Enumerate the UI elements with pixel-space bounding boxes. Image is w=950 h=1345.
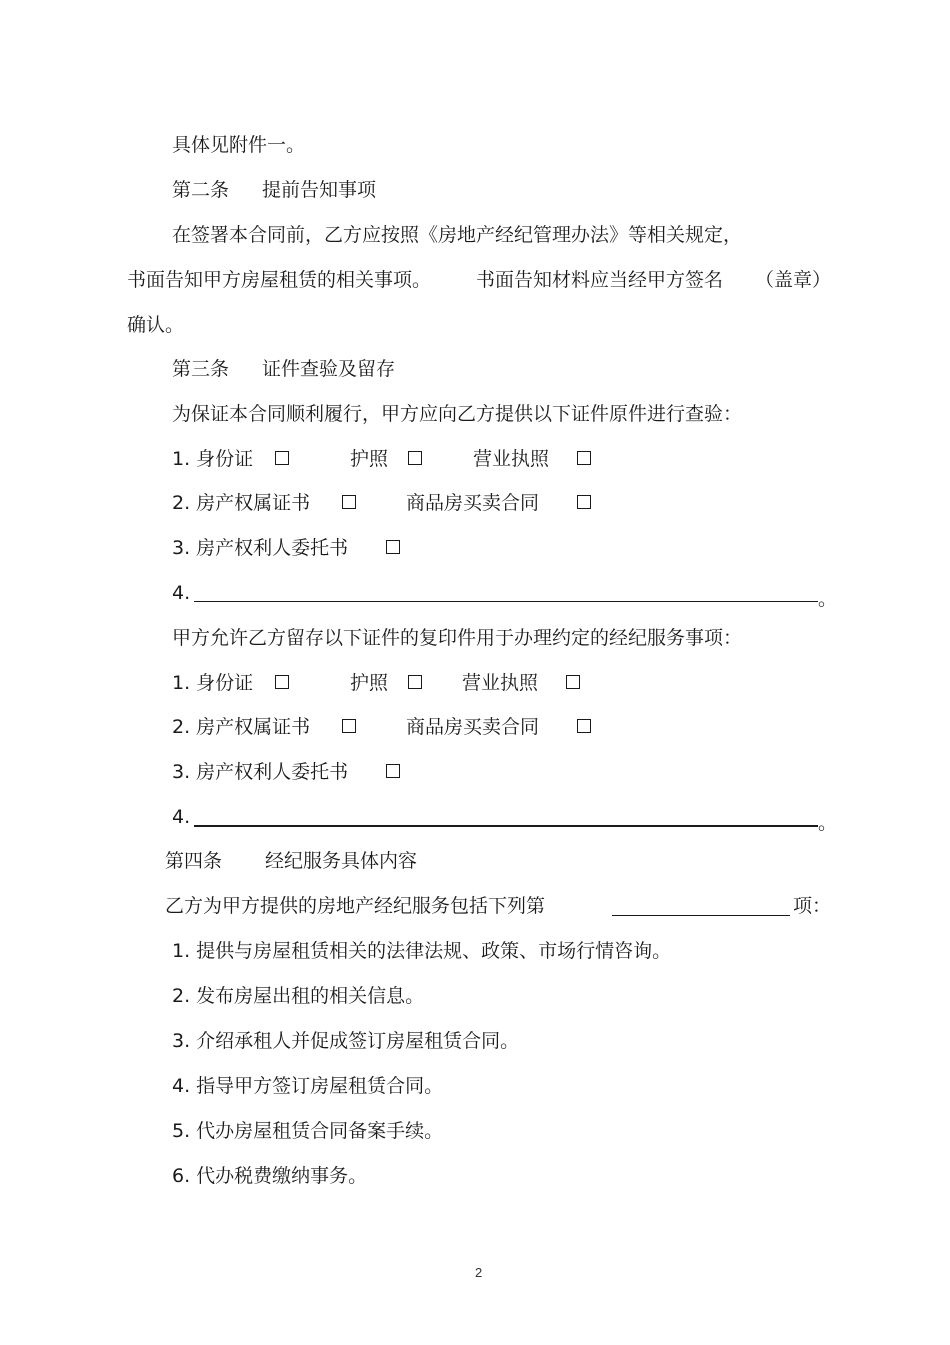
- check-item-contract-label: 商品房买卖合同: [406, 492, 540, 514]
- checkbox-keep-passport[interactable]: [408, 675, 422, 689]
- checkbox-inspect-contract[interactable]: [577, 495, 591, 509]
- checkbox-inspect-power[interactable]: [386, 540, 400, 554]
- article-3-title: 证件查验及留存: [262, 358, 396, 380]
- checkbox-inspect-license[interactable]: [577, 451, 591, 465]
- service-item-2: 2. 发布房屋出租的相关信息。: [172, 985, 425, 1007]
- service-item-4: 4. 指导甲方签订房屋租赁合同。: [172, 1075, 444, 1097]
- checkbox-inspect-idcard[interactable]: [275, 451, 289, 465]
- fill-blank-inspect-other[interactable]: [194, 601, 818, 602]
- check-item-passport-label: 护照: [350, 448, 389, 470]
- text-line-services-suffix: 项：: [793, 895, 832, 917]
- service-item-1: 1. 提供与房屋租赁相关的法律法规、政策、市场行情咨询。: [172, 940, 672, 962]
- check-item-license-label: 营业执照: [473, 448, 550, 470]
- keep-item-idcard-label: 1. 身份证: [172, 672, 254, 694]
- text-line-notice-2b: 书面告知材料应当经甲方签名: [476, 269, 724, 291]
- keep-item-4-period: 。: [818, 812, 838, 834]
- check-item-deed-label: 2. 房产权属证书: [172, 492, 311, 514]
- article-3-number: 第三条: [172, 358, 230, 380]
- checkbox-keep-power[interactable]: [386, 764, 400, 778]
- text-line-confirm: 确认。: [127, 314, 185, 336]
- checkbox-keep-deed[interactable]: [342, 719, 356, 733]
- text-line-notice-2a: 书面告知甲方房屋租赁的相关事项。: [127, 269, 432, 291]
- article-4-number: 第四条: [165, 850, 223, 872]
- check-item-4-period: 。: [818, 588, 838, 610]
- keep-item-deed-label: 2. 房产权属证书: [172, 716, 311, 738]
- service-item-3: 3. 介绍承租人并促成签订房屋租赁合同。: [172, 1030, 520, 1052]
- fill-blank-service-items[interactable]: [612, 915, 790, 916]
- fill-blank-keep-other[interactable]: [194, 825, 818, 827]
- article-2-number: 第二条: [172, 179, 230, 201]
- service-item-6: 6. 代办税费缴纳事务。: [172, 1165, 368, 1187]
- text-line-services-intro: 乙方为甲方提供的房地产经纪服务包括下列第: [165, 895, 546, 917]
- text-line-attachment: 具体见附件一。: [172, 134, 306, 156]
- check-item-idcard: [172, 446, 253, 472]
- service-item-5: 5. 代办房屋租赁合同备案手续。: [172, 1120, 444, 1142]
- checkbox-inspect-passport[interactable]: [408, 451, 422, 465]
- checkbox-keep-license[interactable]: [566, 675, 580, 689]
- checkbox-inspect-deed[interactable]: [342, 495, 356, 509]
- keep-item-contract-label: 商品房买卖合同: [406, 716, 540, 738]
- checkbox-keep-contract[interactable]: [577, 719, 591, 733]
- check-item-power-label: 3. 房产权利人委托书: [172, 537, 349, 559]
- keep-item-passport-label: 护照: [350, 672, 389, 694]
- text-line-notice-1: 在签署本合同前，乙方应按照《房地产经纪管理办法》等相关规定，: [172, 224, 743, 246]
- article-2-title: 提前告知事项: [262, 179, 377, 201]
- text-line-notice-2c: （盖章）: [755, 269, 832, 291]
- checkbox-keep-idcard[interactable]: [275, 675, 289, 689]
- page-number: 2: [475, 1265, 483, 1280]
- check-item-4-number: 4.: [172, 582, 191, 604]
- text-line-retention: 甲方允许乙方留存以下证件的复印件用于办理约定的经纪服务事项：: [172, 627, 743, 649]
- text-line-inspection: 为保证本合同顺利履行，甲方应向乙方提供以下证件原件进行查验：: [172, 403, 743, 425]
- keep-item-license-label: 营业执照: [462, 672, 539, 694]
- keep-item-4-number: 4.: [172, 806, 191, 828]
- article-4-title: 经纪服务具体内容: [265, 850, 418, 872]
- keep-item-power-label: 3. 房产权利人委托书: [172, 761, 349, 783]
- check-item-idcard-label: 1. 身份证: [172, 448, 254, 470]
